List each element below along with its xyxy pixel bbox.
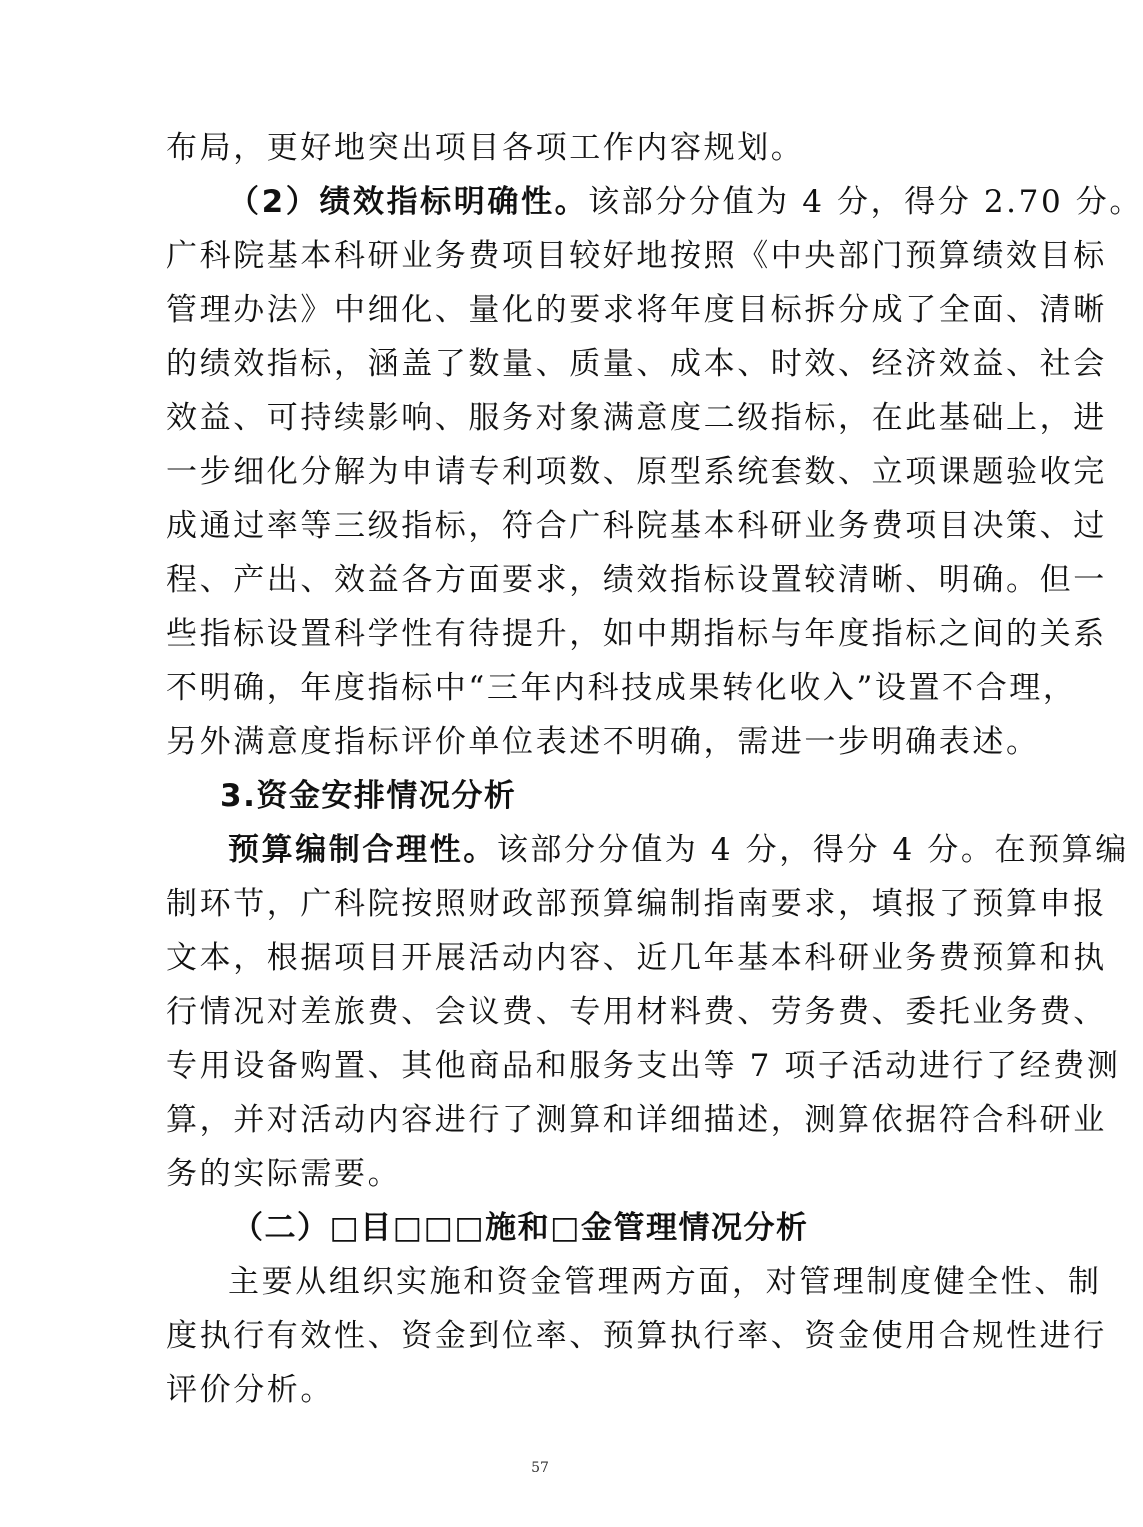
section-2-line: 程、产出、效益各方面要求，绩效指标设置较清晰、明确。但一 bbox=[166, 562, 1107, 598]
budget-line: 专用设备购置、其他商品和服务支出等 7 项子活动进行了经费测 bbox=[166, 1048, 1121, 1084]
section-2-line: 成通过率等三级指标，符合广科院基本科研业务费项目决策、过 bbox=[166, 508, 1107, 544]
budget-line: 务的实际需要。 bbox=[166, 1156, 402, 1192]
budget-first-line bbox=[228, 828, 1129, 872]
page-number: 57 bbox=[531, 1460, 549, 1476]
section-2-line: 不明确，年度指标中“三年内科技成果转化收入”设置不合理， bbox=[166, 670, 1077, 706]
section-2-line: 的绩效指标，涵盖了数量、质量、成本、时效、经济效益、社会 bbox=[166, 346, 1107, 382]
paragraph-continuation: 布局，更好地突出项目各项工作内容规划。 bbox=[166, 130, 805, 166]
heading-funding-arrangement: 3.资金安排情况分析 bbox=[220, 778, 517, 814]
section-2-first-line bbox=[228, 180, 1143, 224]
summary-line: 度执行有效性、资金到位率、预算执行率、资金使用合规性进行 bbox=[166, 1318, 1107, 1354]
section-2-line: 管理办法》中细化、量化的要求将年度目标拆分成了全面、清晰 bbox=[166, 292, 1107, 328]
heading-implementation-management: （二）□目□□□施和□金管理情况分析 bbox=[232, 1210, 809, 1246]
budget-line: 算，并对活动内容进行了测算和详细描述，测算依据符合科研业 bbox=[166, 1102, 1107, 1138]
budget-line: 制环节，广科院按照财政部预算编制指南要求，填报了预算申报 bbox=[166, 886, 1107, 922]
section-2-score-text: 该部分分值为 4 分，得分 2.70 分。 bbox=[588, 184, 1143, 220]
budget-label: 预算编制合理性。 bbox=[228, 832, 497, 868]
section-2-line: 一步细化分解为申请专利项数、原型系统套数、立项课题验收完 bbox=[166, 454, 1107, 490]
budget-score-text: 该部分分值为 4 分，得分 4 分。在预算编 bbox=[496, 832, 1129, 868]
section-2-line: 广科院基本科研业务费项目较好地按照《中央部门预算绩效目标 bbox=[166, 238, 1107, 274]
budget-line: 文本，根据项目开展活动内容、近几年基本科研业务费预算和执 bbox=[166, 940, 1107, 976]
summary-first-line: 主要从组织实施和资金管理两方面，对管理制度健全性、制 bbox=[228, 1264, 1102, 1300]
budget-line: 行情况对差旅费、会议费、专用材料费、劳务费、委托业务费、 bbox=[166, 994, 1107, 1030]
section-2-label: （2）绩效指标明确性。 bbox=[228, 184, 589, 220]
section-2-line: 些指标设置科学性有待提升，如中期指标与年度指标之间的关系 bbox=[166, 616, 1107, 652]
summary-line: 评价分析。 bbox=[166, 1372, 334, 1408]
section-2-line: 效益、可持续影响、服务对象满意度二级指标，在此基础上，进 bbox=[166, 400, 1107, 436]
section-2-line: 另外满意度指标评价单位表述不明确，需进一步明确表述。 bbox=[166, 724, 1040, 760]
